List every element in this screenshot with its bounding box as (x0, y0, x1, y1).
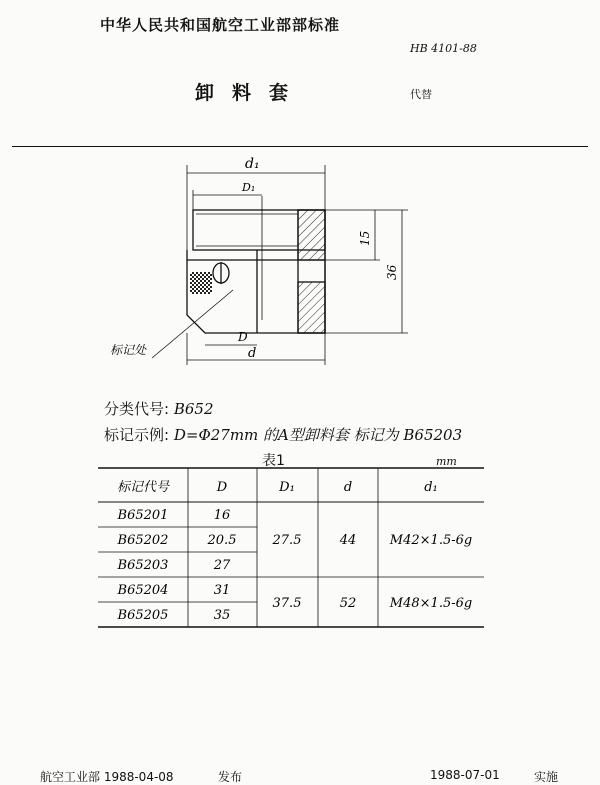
table-cell-d1: M42×1.5-6g (389, 533, 473, 548)
standard-number: HB 4101-88 (410, 42, 477, 55)
header-d: d (343, 480, 353, 495)
classification-code: 分类代号: B652 (104, 400, 214, 418)
footer-effective-date: 1988-07-01 (430, 768, 500, 782)
header-d1: d₁ (424, 480, 438, 495)
dimension-36: 36 (385, 264, 399, 280)
dimension-15: 15 (358, 230, 372, 246)
table-cell-code: B65203 (117, 558, 169, 573)
header-code: 标记代号 (116, 480, 170, 495)
table-cell-d1: M48×1.5-6g (389, 596, 473, 611)
document-title: 卸料套 (195, 82, 307, 104)
dimension-D1: D₁ (242, 181, 256, 194)
marking-example: 标记示例: D=Φ27mm 的A型卸料套 标记为 B65203 (104, 426, 463, 444)
table-cell-code: B65202 (117, 533, 169, 548)
table-caption: 表1 (262, 453, 285, 469)
dimension-d: d (248, 346, 257, 361)
table-cell-d: 52 (339, 596, 357, 611)
table-cell-D1: 37.5 (272, 596, 302, 611)
table-cell-D: 27 (213, 558, 231, 573)
table-cell-D: 35 (213, 608, 231, 623)
dimension-D: D (238, 330, 248, 344)
table-cell-code: B65201 (117, 508, 169, 523)
header-D: D (216, 480, 228, 495)
table-cell-code: B65204 (117, 583, 169, 598)
dimension-d1: d₁ (245, 156, 260, 172)
table-cell-D: 16 (213, 508, 231, 523)
footer-issued: 发布 (218, 770, 243, 784)
header-D1: D₁ (279, 480, 295, 495)
table-cell-code: B65205 (117, 608, 169, 623)
footer-implement: 实施 (534, 770, 559, 784)
table-cell-d: 44 (339, 533, 357, 548)
table-cell-D: 20.5 (207, 533, 237, 548)
table-cell-D: 31 (213, 583, 231, 598)
table-unit: mm (436, 455, 457, 468)
issuing-organization: 中华人民共和国航空工业部部标准 (100, 16, 341, 34)
marking-callout: 标记处 (110, 343, 147, 357)
replaces-label: 代替 (410, 88, 432, 101)
table-cell-D1: 27.5 (272, 533, 302, 548)
footer-issuer: 航空工业部 1988-04-08 (40, 770, 174, 784)
